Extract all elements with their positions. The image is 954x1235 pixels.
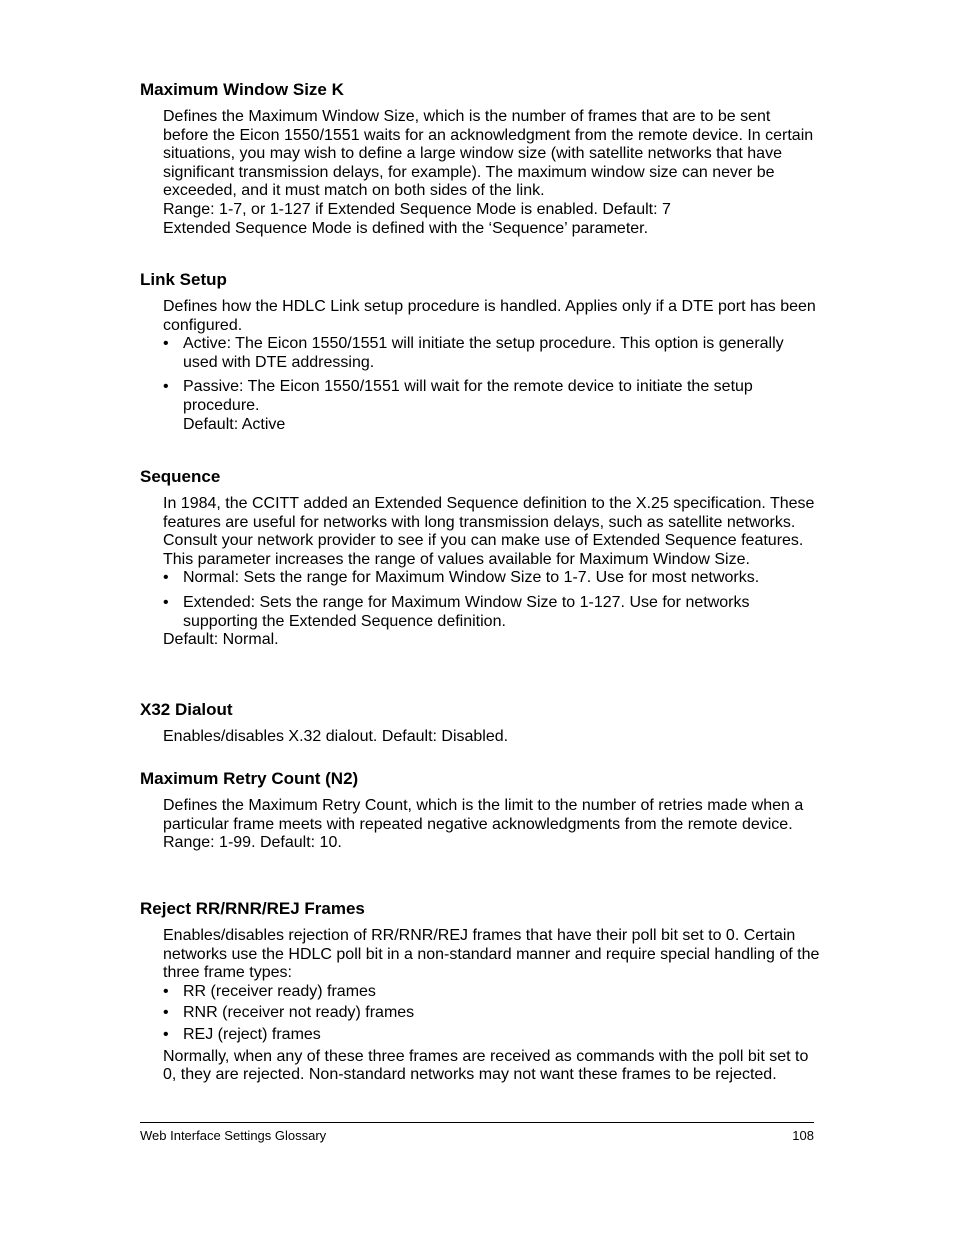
bullet-icon: •	[163, 378, 169, 396]
section-x32-dialout	[140, 700, 820, 747]
heading-maximum-retry-count: Maximum Retry Count (N2)	[140, 769, 359, 788]
paragraph: Default: Active	[183, 415, 286, 433]
list-item	[163, 983, 820, 1002]
list-item-text: Extended: Sets the range for Maximum Window Size to 1-127. Use for networks supporting the Extended Sequence definition.	[183, 593, 750, 630]
heading-maximum-window-size: Maximum Window Size K	[140, 80, 344, 99]
section-sequence	[140, 467, 820, 650]
bullet-icon: •	[163, 335, 169, 353]
paragraph: Enables/disables X.32 dialout. Default: Disabled.	[163, 728, 509, 745]
list-item-text: RNR (receiver not ready) frames	[183, 1004, 415, 1022]
bullet-icon: •	[163, 982, 169, 1000]
paragraph: Defines the Maximum Retry Count, which is the limit to the number of retries made when a particular frame meets with repeated negative acknowledgments from the remote device.	[163, 797, 804, 833]
bullet-icon: •	[163, 569, 169, 587]
list-item-text: REJ (reject) frames	[183, 1025, 321, 1043]
bullet-icon: •	[163, 593, 169, 611]
paragraph: Defines the Maximum Window Size, which is the number of frames that are to be sent before the Eicon 1550/1551 waits for an acknowledgment from the remote device. In certain situations, you may wish to define a large window size (with satellite networks that have significant transmission delays, for example). The maximum window size can never be exceeded, and it must match on both sides of the link.	[163, 108, 814, 200]
list-item	[163, 1026, 820, 1045]
heading-sequence: Sequence	[140, 467, 221, 486]
list-item	[163, 1004, 820, 1023]
bullet-list	[163, 335, 820, 415]
paragraph: Extended Sequence Mode is defined with the ‘Sequence’ parameter.	[163, 219, 649, 237]
list-item-text: Normal: Sets the range for Maximum Window Size to 1-7. Use for most networks.	[183, 569, 760, 587]
bullet-list	[163, 569, 820, 631]
section-body	[163, 495, 820, 650]
paragraph: Default: Normal.	[163, 631, 279, 649]
footer-divider	[140, 1122, 814, 1123]
section-reject-frames	[140, 899, 820, 1085]
section-maximum-retry-count	[140, 769, 820, 853]
heading-reject-frames: Reject RR/RNR/REJ Frames	[140, 899, 365, 918]
paragraph: Normally, when any of these three frames are received as commands with the poll bit set to 0, they are rejected. Non-standard networks may not want these frames to be rejected.	[163, 1047, 809, 1084]
paragraph: Range: 1-99. Default: 10.	[163, 834, 342, 852]
bullet-icon: •	[163, 1025, 169, 1043]
section-maximum-window-size	[140, 80, 820, 238]
paragraph: In 1984, the CCITT added an Extended Sequence definition to the X.25 specification. These features are useful for networks with long transmission delays, such as satellite networks. Consult your network provider to see if you can make use of Extended Sequence features. This parameter increases the range of values available for Maximum Window Size.	[163, 495, 815, 568]
paragraph: Defines how the HDLC Link setup procedure is handled. Applies only if a DTE port has been configured.	[163, 298, 816, 334]
heading-x32-dialout: X32 Dialout	[140, 700, 233, 719]
bullet-icon: •	[163, 1004, 169, 1022]
paragraph: Range: 1-7, or 1-127 if Extended Sequence Mode is enabled. Default: 7	[163, 200, 671, 218]
page-number: 108	[792, 1128, 814, 1143]
bullet-list	[163, 983, 820, 1045]
heading-link-setup: Link Setup	[140, 270, 227, 289]
list-item	[163, 335, 820, 372]
section-body	[163, 108, 820, 238]
section-body	[163, 797, 820, 853]
list-item-text: RR (receiver ready) frames	[183, 982, 376, 1000]
footer-title: Web Interface Settings Glossary	[140, 1128, 327, 1143]
list-item-text: Active: The Eicon 1550/1551 will initiate the setup procedure. This option is generally used with DTE addressing.	[183, 335, 784, 371]
list-item	[163, 569, 820, 588]
section-body	[163, 728, 820, 747]
section-link-setup	[140, 270, 820, 434]
list-item	[163, 378, 820, 415]
list-item-text: Passive: The Eicon 1550/1551 will wait for the remote device to initiate the setup procedure.	[183, 378, 753, 414]
paragraph: Enables/disables rejection of RR/RNR/REJ frames that have their poll bit set to 0. Certain networks use the HDLC poll bit in a non-standard manner and require special handling of the three frame types:	[163, 927, 820, 982]
section-body	[163, 927, 820, 1085]
list-item	[163, 594, 820, 631]
section-body	[163, 298, 820, 434]
